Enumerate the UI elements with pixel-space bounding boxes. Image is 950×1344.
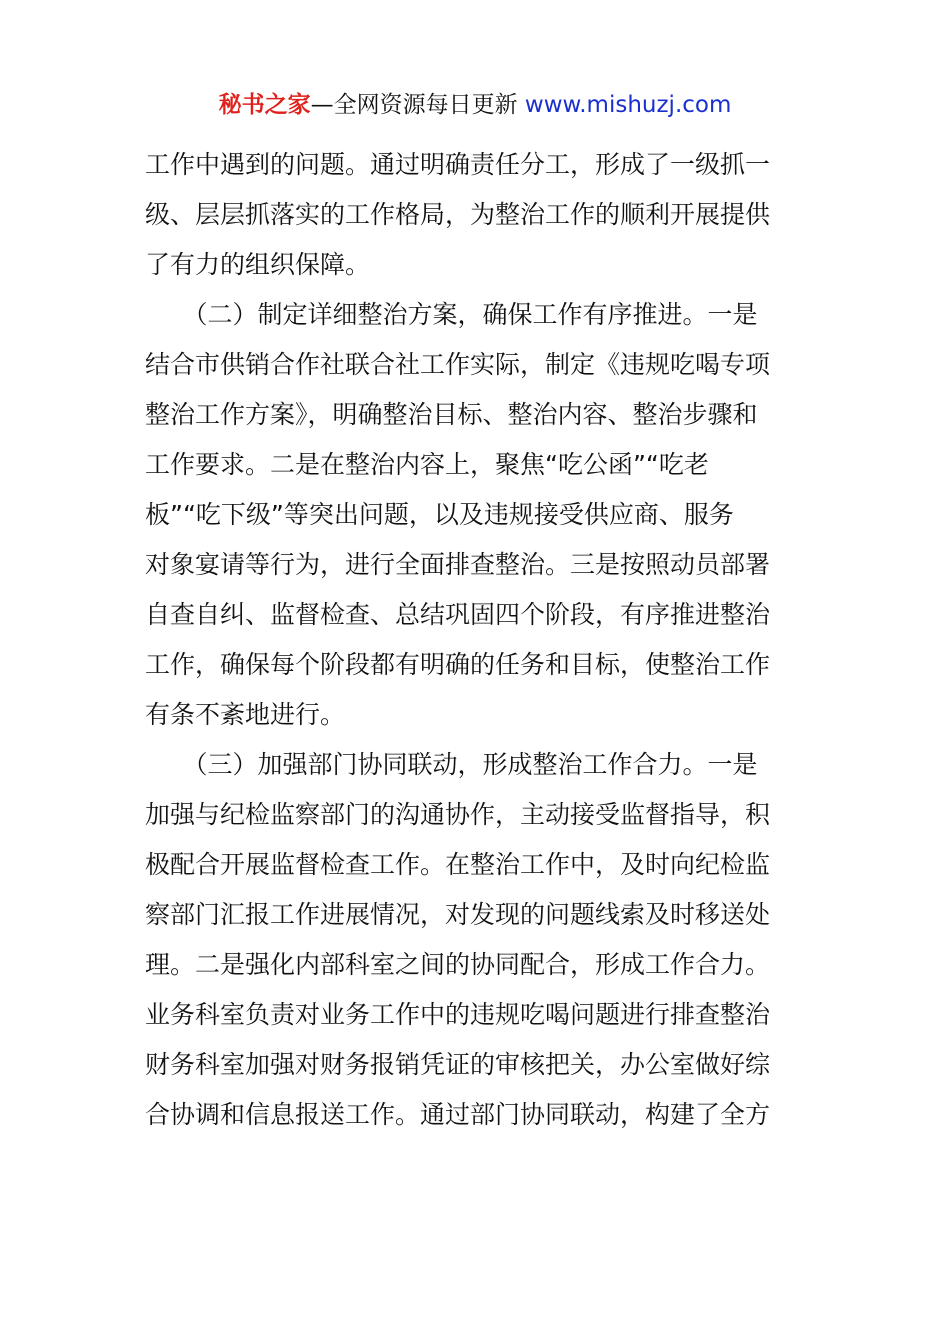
text-line: 对象宴请等行为，进行全面排查整治。三是按照动员部署	[145, 550, 771, 579]
text-line: 合协调和信息报送工作。通过部门协同联动，构建了全方	[145, 1100, 771, 1129]
text-line: 有条不紊地进行。	[145, 700, 346, 729]
text-line: 自查自纠、监督检查、总结巩固四个阶段，有序推进整治	[145, 600, 771, 629]
text-line: 板”“吃下级”等突出问题，以及违规接受供应商、服务	[145, 500, 734, 529]
text-line: 结合市供销合作社联合社工作实际，制定《违规吃喝专项	[145, 350, 771, 379]
watermark-header	[0, 88, 950, 122]
text-line: 整治工作方案》，明确整治目标、整治内容、整治步骤和	[145, 400, 758, 429]
text-line: （二）制定详细整治方案，确保工作有序推进。一是	[145, 300, 758, 329]
text-line: 业务科室负责对业务工作中的违规吃喝问题进行排查整治	[145, 1000, 771, 1029]
text-line: 工作，确保每个阶段都有明确的任务和目标，使整治工作	[145, 650, 771, 679]
text-line: 财务科室加强对财务报销凭证的审核把关，办公室做好综	[145, 1050, 771, 1079]
text-line: 工作中遇到的问题。通过明确责任分工，形成了一级抓一	[145, 150, 771, 179]
header-url: www.mishuzj.com	[524, 92, 732, 118]
text-line: 工作要求。二是在整治内容上，聚焦“吃公函”“吃老	[145, 450, 709, 479]
document-body	[145, 140, 807, 1140]
text-line: 察部门汇报工作进展情况，对发现的问题线索及时移送处	[145, 900, 771, 929]
header-tagline: —全网资源每日更新	[310, 92, 518, 118]
text-line: 理。二是强化内部科室之间的协同配合，形成工作合力。	[145, 950, 771, 979]
text-line: 加强与纪检监察部门的沟通协作，主动接受监督指导，积	[145, 800, 771, 829]
brand-name: 秘书之家	[218, 92, 311, 118]
text-line: 级、层层抓落实的工作格局，为整治工作的顺利开展提供	[145, 200, 771, 229]
text-line: 极配合开展监督检查工作。在整治工作中，及时向纪检监	[145, 850, 771, 879]
text-line: 了有力的组织保障。	[145, 250, 371, 279]
text-line: （三）加强部门协同联动，形成整治工作合力。一是	[145, 750, 758, 779]
